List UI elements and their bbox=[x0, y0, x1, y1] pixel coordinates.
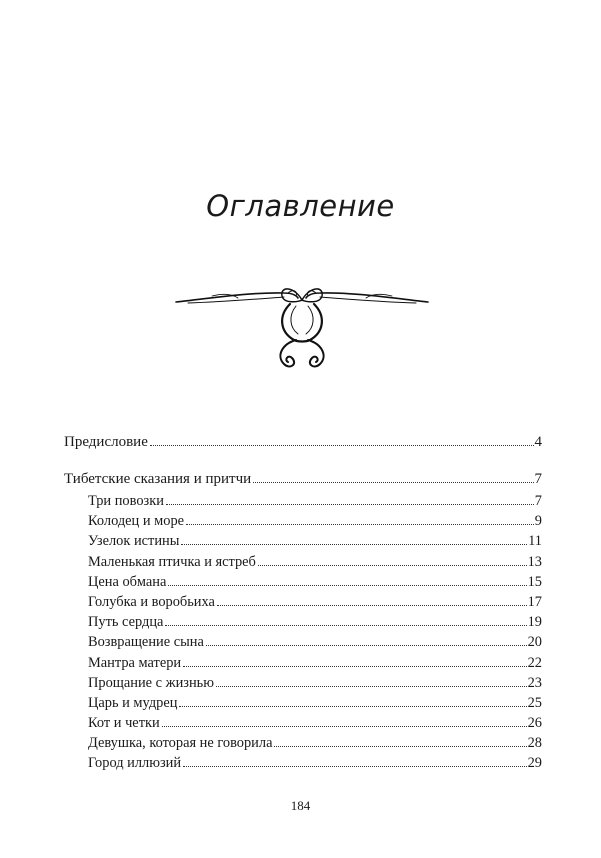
toc-page-number: 7 bbox=[534, 493, 542, 509]
toc-page-number: 22 bbox=[527, 654, 542, 671]
toc-page-number: 19 bbox=[527, 614, 542, 631]
toc-page-number: 20 bbox=[527, 634, 542, 651]
toc-entry-label: Город иллюзий bbox=[88, 755, 182, 772]
toc-entry-label: Предисловие bbox=[64, 434, 148, 450]
toc-entry-label: Девушка, которая не говорила bbox=[88, 735, 273, 752]
toc-entry[interactable] bbox=[64, 733, 542, 753]
toc-page-number: 29 bbox=[527, 755, 542, 772]
toc-leader-dots bbox=[166, 503, 534, 505]
toc-page-number: 4 bbox=[534, 434, 542, 450]
toc-page-number: 11 bbox=[528, 533, 542, 550]
toc-entry[interactable] bbox=[64, 592, 542, 612]
toc-leader-dots bbox=[253, 481, 533, 483]
table-of-contents bbox=[64, 430, 542, 774]
toc-page-number: 26 bbox=[527, 715, 542, 732]
toc-entry-label: Кот и четки bbox=[88, 715, 160, 732]
toc-leader-dots bbox=[216, 685, 527, 687]
toc-entry[interactable] bbox=[64, 753, 542, 773]
toc-entry[interactable] bbox=[64, 572, 542, 592]
toc-entry[interactable] bbox=[64, 511, 542, 531]
toc-entry-label: Возвращение сына bbox=[88, 634, 204, 651]
toc-entry[interactable] bbox=[64, 612, 542, 632]
toc-entry[interactable] bbox=[64, 491, 542, 511]
toc-leader-dots bbox=[181, 543, 527, 545]
toc-entry-label: Три повозки bbox=[88, 493, 164, 509]
toc-leader-dots bbox=[168, 584, 526, 586]
toc-entry-label: Царь и мудрец bbox=[88, 694, 178, 711]
toc-entry[interactable] bbox=[64, 531, 542, 551]
toc-page-number: 7 bbox=[534, 471, 542, 487]
toc-entry[interactable] bbox=[64, 632, 542, 652]
toc-entry-section[interactable] bbox=[64, 467, 542, 491]
toc-leader-dots bbox=[274, 745, 526, 747]
toc-entry[interactable] bbox=[64, 693, 542, 713]
toc-leader-dots bbox=[150, 444, 534, 446]
toc-leader-dots bbox=[183, 765, 527, 767]
toc-entry[interactable] bbox=[64, 653, 542, 673]
toc-entry[interactable] bbox=[64, 552, 542, 572]
toc-leader-dots bbox=[206, 644, 527, 646]
toc-leader-dots bbox=[186, 523, 534, 525]
toc-page-number: 13 bbox=[527, 553, 542, 570]
toc-leader-dots bbox=[165, 624, 526, 626]
toc-entry-label: Узелок истины bbox=[88, 533, 180, 550]
toc-leader-dots bbox=[258, 564, 527, 566]
toc-entry-label: Голубка и воробьиха bbox=[88, 593, 215, 610]
toc-entry-label: Путь сердца bbox=[88, 614, 164, 631]
toc-entry[interactable] bbox=[64, 713, 542, 733]
toc-page-number: 9 bbox=[534, 513, 542, 530]
toc-leader-dots bbox=[217, 604, 527, 606]
toc-entry[interactable] bbox=[64, 673, 542, 693]
toc-entry-label: Тибетские сказания и притчи bbox=[64, 471, 252, 487]
flourish-ornament-icon bbox=[172, 276, 432, 376]
toc-entry-label: Маленькая птичка и ястреб bbox=[88, 553, 256, 570]
toc-page-number: 23 bbox=[527, 674, 542, 691]
toc-page-number: 15 bbox=[527, 573, 542, 590]
toc-page-number: 17 bbox=[527, 593, 542, 610]
page-title: Оглавление bbox=[206, 189, 395, 223]
page-number: 184 bbox=[290, 798, 311, 813]
toc-leader-dots bbox=[162, 725, 527, 727]
toc-leader-dots bbox=[179, 705, 526, 707]
toc-entry-label: Прощание с жизнью bbox=[88, 674, 214, 691]
toc-leader-dots bbox=[183, 665, 526, 667]
toc-page-number: 28 bbox=[527, 735, 542, 752]
toc-entry-label: Мантра матери bbox=[88, 654, 182, 671]
toc-page-number: 25 bbox=[527, 694, 542, 711]
toc-entry-preface[interactable] bbox=[64, 430, 542, 454]
toc-entry-label: Цена обмана bbox=[88, 573, 167, 590]
toc-entry-label: Колодец и море bbox=[88, 513, 185, 530]
